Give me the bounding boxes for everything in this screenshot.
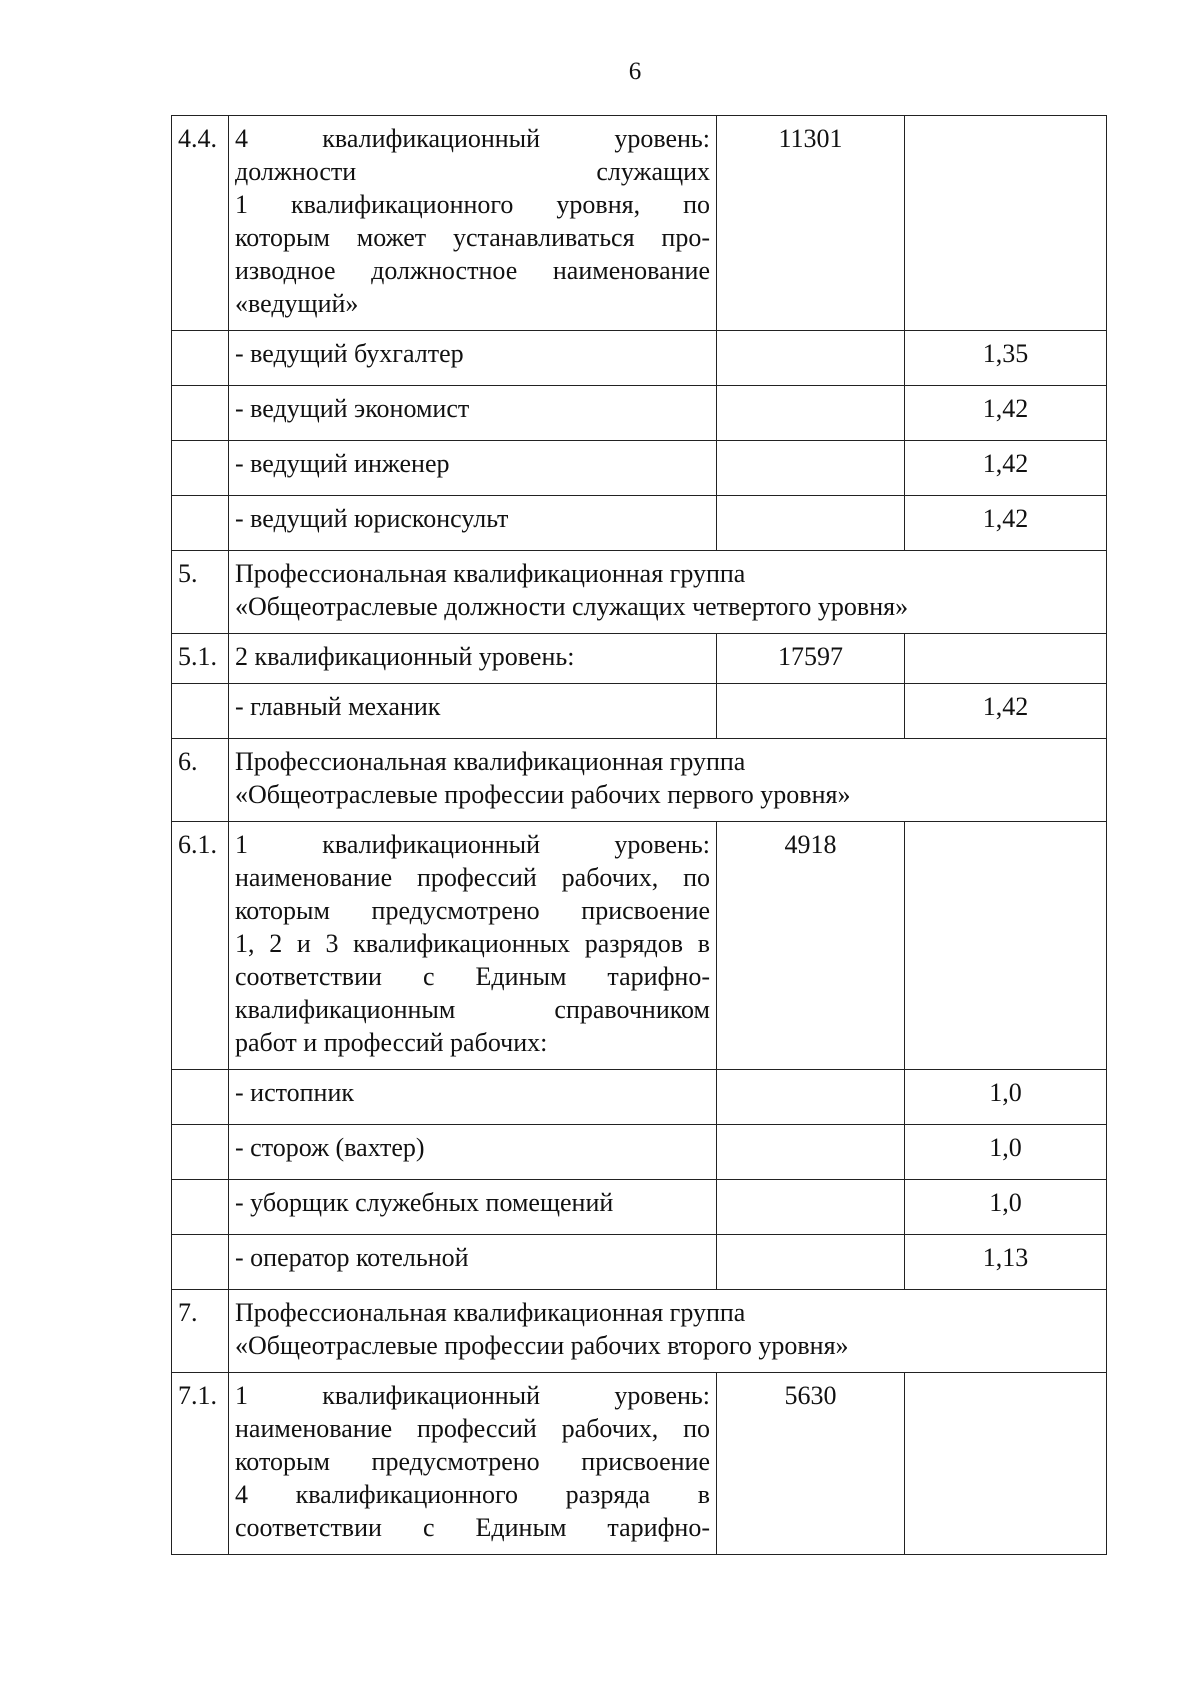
row-number: 5. — [172, 551, 229, 634]
salary-table — [171, 115, 1107, 1555]
item-row — [172, 331, 1107, 386]
item-row — [172, 684, 1107, 739]
salary-value: 5630 — [717, 1373, 905, 1555]
item-row — [172, 1180, 1107, 1235]
level-row — [172, 1373, 1107, 1555]
level-description-line: 1 квалификационного уровня, по — [235, 190, 710, 219]
coefficient-value: 1,0 — [905, 1125, 1107, 1180]
level-row — [172, 116, 1107, 331]
row-number: 7. — [172, 1290, 229, 1373]
coefficient-value: 1,13 — [905, 1235, 1107, 1290]
level-row — [172, 634, 1107, 684]
level-description-line: 2 квалификационный уровень: — [235, 642, 575, 671]
salary-value — [717, 496, 905, 551]
group-title-line: «Общеотраслевые профессии рабочих первого уровня» — [235, 780, 851, 809]
coefficient-value: 1,42 — [905, 441, 1107, 496]
level-description-line: «ведущий» — [235, 289, 359, 318]
level-description-line: наименование профессий рабочих, по — [235, 863, 710, 892]
level-description — [229, 634, 717, 684]
salary-value — [717, 1180, 905, 1235]
salary-value: 4918 — [717, 822, 905, 1070]
row-number — [172, 1125, 229, 1180]
level-row — [172, 822, 1107, 1070]
group-title-line: Профессиональная квалификационная группа — [235, 1298, 746, 1327]
position-name: - уборщик служебных помещений — [229, 1180, 717, 1235]
position-name: - истопник — [229, 1070, 717, 1125]
level-description-line: изводное должностное наименование — [235, 256, 710, 285]
level-description-line: 1, 2 и 3 квалификационных разрядов в — [235, 929, 710, 958]
salary-value — [717, 684, 905, 739]
level-description-line: соответствии с Единым тарифно- — [235, 1513, 710, 1542]
group-title-cell — [229, 739, 1107, 822]
position-name: - ведущий юрисконсульт — [229, 496, 717, 551]
salary-value: 11301 — [717, 116, 905, 331]
item-row — [172, 496, 1107, 551]
level-description — [229, 1373, 717, 1555]
position-name: - ведущий бухгалтер — [229, 331, 717, 386]
coefficient-value — [905, 822, 1107, 1070]
level-description-line: работ и профессий рабочих: — [235, 1028, 548, 1057]
group-title-line: Профессиональная квалификационная группа — [235, 747, 746, 776]
row-number: 7.1. — [172, 1373, 229, 1555]
coefficient-value: 1,35 — [905, 331, 1107, 386]
coefficient-value — [905, 634, 1107, 684]
level-description — [229, 822, 717, 1070]
row-number: 4.4. — [172, 116, 229, 331]
salary-value — [717, 331, 905, 386]
level-description-line: должности служащих — [235, 157, 710, 186]
coefficient-value: 1,42 — [905, 684, 1107, 739]
row-number — [172, 386, 229, 441]
row-number — [172, 331, 229, 386]
level-description-line: которым может устанавливаться про- — [235, 223, 710, 252]
group-title-line: Профессиональная квалификационная группа — [235, 559, 746, 588]
page-number: 6 — [628, 58, 642, 85]
salary-value — [717, 1235, 905, 1290]
salary-value — [717, 386, 905, 441]
row-number: 6. — [172, 739, 229, 822]
group-row — [172, 1290, 1107, 1373]
level-description — [229, 116, 717, 331]
row-number — [172, 1235, 229, 1290]
level-description-line: 1 квалификационный уровень: — [235, 1381, 710, 1410]
level-description-line: наименование профессий рабочих, по — [235, 1414, 710, 1443]
position-name: - ведущий экономист — [229, 386, 717, 441]
position-name: - главный механик — [229, 684, 717, 739]
row-number — [172, 441, 229, 496]
row-number — [172, 1180, 229, 1235]
row-number: 5.1. — [172, 634, 229, 684]
level-description-line: 4 квалификационного разряда в — [235, 1480, 710, 1509]
coefficient-value — [905, 1373, 1107, 1555]
position-name: - оператор котельной — [229, 1235, 717, 1290]
position-name: - сторож (вахтер) — [229, 1125, 717, 1180]
item-row — [172, 1070, 1107, 1125]
salary-value — [717, 1125, 905, 1180]
group-title-line: «Общеотраслевые профессии рабочих второго уровня» — [235, 1331, 849, 1360]
table-body — [172, 116, 1107, 1555]
salary-value — [717, 1070, 905, 1125]
item-row — [172, 441, 1107, 496]
item-row — [172, 386, 1107, 441]
level-description-line: 4 квалификационный уровень: — [235, 124, 710, 153]
row-number — [172, 1070, 229, 1125]
group-title-cell — [229, 1290, 1107, 1373]
coefficient-value: 1,42 — [905, 496, 1107, 551]
coefficient-value: 1,0 — [905, 1180, 1107, 1235]
group-row — [172, 551, 1107, 634]
salary-value: 17597 — [717, 634, 905, 684]
group-title-cell — [229, 551, 1107, 634]
level-description-line: квалификационным справочником — [235, 995, 710, 1024]
position-name: - ведущий инженер — [229, 441, 717, 496]
coefficient-value: 1,0 — [905, 1070, 1107, 1125]
item-row — [172, 1235, 1107, 1290]
coefficient-value: 1,42 — [905, 386, 1107, 441]
level-description-line: которым предусмотрено присвоение — [235, 1447, 710, 1476]
row-number: 6.1. — [172, 822, 229, 1070]
group-title-line: «Общеотраслевые должности служащих четвертого уровня» — [235, 592, 909, 621]
item-row — [172, 1125, 1107, 1180]
row-number — [172, 684, 229, 739]
level-description-line: которым предусмотрено присвоение — [235, 896, 710, 925]
level-description-line: соответствии с Единым тарифно- — [235, 962, 710, 991]
level-description-line: 1 квалификационный уровень: — [235, 830, 710, 859]
group-row — [172, 739, 1107, 822]
salary-value — [717, 441, 905, 496]
row-number — [172, 496, 229, 551]
coefficient-value — [905, 116, 1107, 331]
